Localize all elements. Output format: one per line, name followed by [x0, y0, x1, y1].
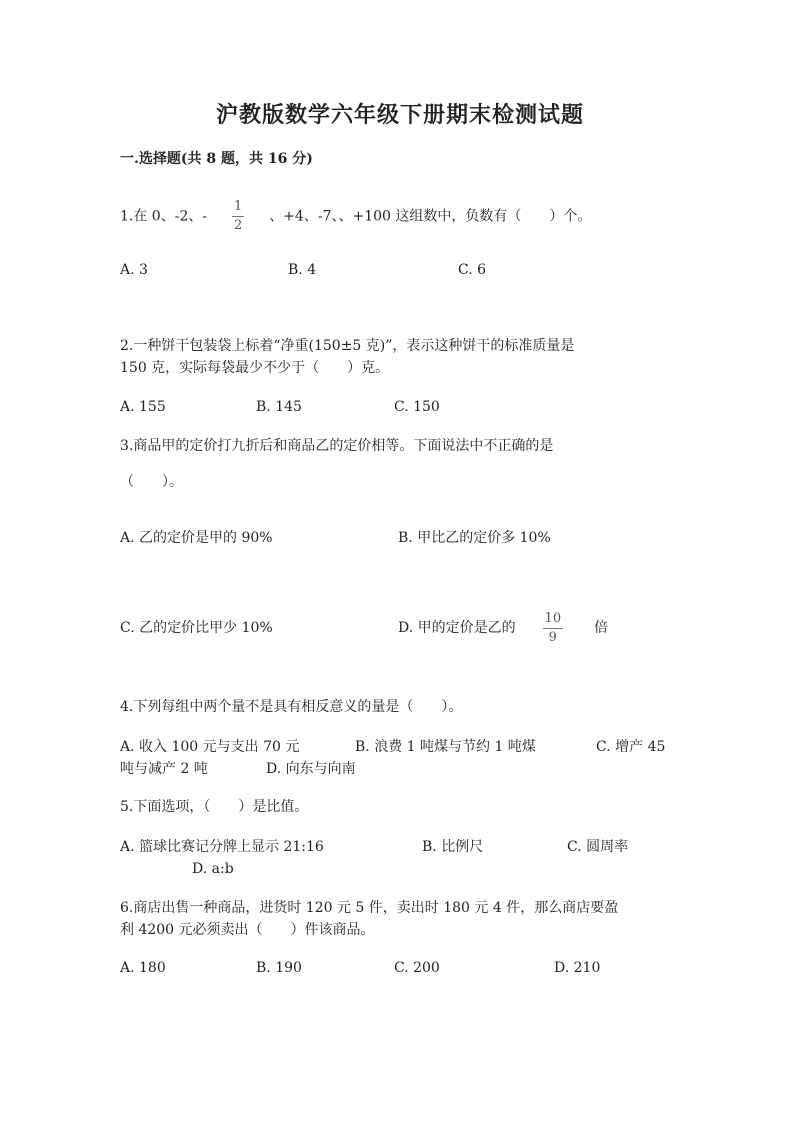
q1-fraction [232, 200, 244, 233]
q2-stem-line2: 150 克，实际每袋最少不少于（ ）克。 [120, 360, 390, 376]
q3-option-d-post: 倍 [594, 620, 608, 636]
question-1 [120, 200, 591, 233]
q3-option-a: A. 乙的定价是甲的 90% [120, 530, 273, 546]
q6-option-b: B. 190 [256, 960, 302, 976]
page-title: 沪教版数学六年级下册期末检测试题 [215, 102, 584, 128]
q1-fraction-numerator: 1 [232, 200, 244, 217]
q1-stem-post: 、+4、-7、、+100 这组数中，负数有（ ）个。 [269, 208, 592, 225]
q1-stem-pre: 1.在 0、-2、- [120, 208, 208, 225]
q2-option-b: B. 145 [256, 399, 302, 415]
q2-option-c: C. 150 [394, 399, 440, 415]
q5-option-a: A. 篮球比赛记分牌上显示 21:16 [120, 839, 324, 855]
q5-option-b: B. 比例尺 [422, 839, 484, 855]
q4-option-a: A. 收入 100 元与支出 70 元 [120, 739, 300, 755]
q5-option-d: D. a:b [192, 861, 234, 877]
q3-fraction-numerator: 10 [543, 612, 564, 629]
q1-fraction-denominator: 2 [234, 218, 243, 233]
q6-option-a: A. 180 [120, 960, 166, 976]
q3-fraction [543, 612, 564, 645]
q3-stem-line2: （ ）。 [120, 474, 183, 490]
q5-stem: 5.下面选项，（ ）是比值。 [120, 799, 309, 815]
q4-stem: 4.下列每组中两个量不是具有相反意义的量是（ ）。 [120, 699, 463, 715]
q3-option-b: B. 甲比乙的定价多 10% [398, 530, 551, 546]
q6-option-d: D. 210 [554, 960, 601, 976]
q3-option-d-pre: D. 甲的定价是乙的 [398, 620, 516, 636]
q4-option-c-line1: C. 增产 45 [596, 739, 666, 755]
q6-option-c: C. 200 [394, 960, 440, 976]
q3-stem-line1: 3.商品甲的定价打九折后和商品乙的定价相等。下面说法中不正确的是 [120, 438, 554, 454]
q2-stem-line1: 2.一种饼干包装袋上标着“净重(150±5 克)”，表示这种饼干的标准质量是 [120, 338, 575, 354]
q1-option-b: B. 4 [288, 262, 317, 278]
q1-option-a: A. 3 [120, 262, 148, 278]
section-heading: 一.选择题(共 8 题，共 16 分) [120, 151, 313, 167]
q3-fraction-denominator: 9 [548, 629, 557, 645]
q4-option-d: D. 向东与向南 [266, 761, 356, 777]
q3-option-c: C. 乙的定价比甲少 10% [120, 620, 273, 636]
q4-option-c-line2: 吨与减产 2 吨 [120, 761, 208, 777]
q6-stem-line2: 利 4200 元必须卖出（ ）件该商品。 [120, 922, 375, 938]
q3-option-d [398, 609, 608, 647]
q1-option-c: C. 6 [458, 262, 487, 278]
q6-stem-line1: 6.商店出售一种商品，进货时 120 元 5 件，卖出时 180 元 4 件，那么商店要盈 [120, 900, 619, 916]
q5-option-c: C. 圆周率 [567, 839, 629, 855]
q2-option-a: A. 155 [120, 399, 166, 415]
q4-option-b: B. 浪费 1 吨煤与节约 1 吨煤 [355, 739, 536, 755]
